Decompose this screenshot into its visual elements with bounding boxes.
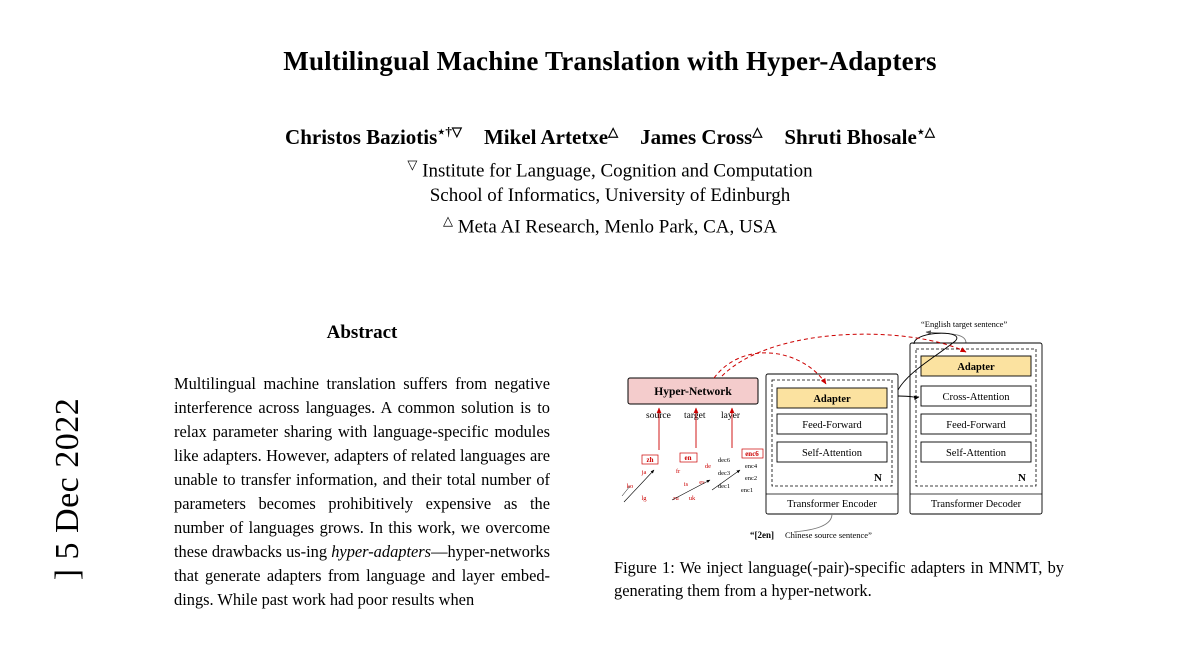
layer-embedding-enc1: enc1	[740, 487, 754, 494]
decoder-adapter-label: Adapter	[957, 362, 995, 373]
figure-top-quote: “English target sentence”	[921, 319, 1008, 329]
encoder-adapter-label: Adapter	[813, 394, 851, 405]
encoder-feedforward-label: Feed-Forward	[802, 420, 862, 431]
author-marks: ⋆†▽	[437, 124, 462, 139]
layer-embedding-enc2: enc2	[744, 475, 758, 482]
lang-embedding-lg: lg	[641, 495, 647, 502]
author-marks: △	[752, 124, 763, 139]
decoder-selfattention-label: Self-Attention	[945, 448, 1007, 459]
author-marks: ⋆△	[916, 124, 935, 139]
encoder-title: Transformer Encoder	[787, 499, 877, 510]
decoder-crossattention-label: Cross-Attention	[942, 392, 1010, 403]
author-entry	[484, 125, 618, 149]
decoder-title: Transformer Decoder	[930, 499, 1022, 510]
affiliation-1	[160, 157, 1060, 182]
encoder-n-label: N	[874, 472, 882, 484]
layer-embedding-enc4: enc4	[744, 463, 758, 470]
figure-bottom-tag: “[2en]	[750, 530, 774, 540]
lang-embedding-is: is	[683, 481, 689, 488]
author-name: Christos Baziotis	[285, 125, 438, 149]
affiliation-text: Meta AI Research, Menlo Park, CA, USA	[457, 216, 777, 238]
lang-embedding-uk: uk	[688, 495, 696, 502]
encoder-selfattention-label: Self-Attention	[801, 448, 863, 459]
figure-caption-text: We inject language(-pair)-specific adapters in MNMT, by generating them from a hyper-network.	[614, 558, 1064, 600]
author-marks: △	[608, 124, 619, 139]
layer-embedding-dec1: dec1	[717, 483, 731, 490]
hyper-input-target-label: target	[684, 411, 706, 421]
affiliation-mark: ▽	[407, 157, 418, 172]
lang-embedding-ru: ru	[673, 495, 679, 502]
affiliation-mark: △	[442, 213, 453, 228]
author-entry	[784, 125, 935, 149]
hyper-input-layer-label: layer	[721, 411, 740, 421]
lang-embedding-fr: fr	[675, 468, 681, 475]
lang-embedding-zh: zh	[646, 456, 654, 464]
figure-1	[614, 310, 1064, 560]
lang-embedding-en: en	[684, 454, 692, 462]
hyper-network-label: Hyper-Network	[654, 386, 732, 398]
lang-embedding-de: de	[704, 463, 712, 470]
lang-embedding-ja: ja	[641, 469, 647, 476]
affiliation-text: School of Informatics, University of Edinburgh	[429, 185, 791, 206]
layer-embedding-dec3: dec3	[717, 470, 731, 477]
layer-embedding-dec6: dec6	[717, 457, 731, 464]
affiliation-text: Institute for Language, Cognition and Computation	[422, 160, 813, 182]
hyper-input-source-label: source	[646, 411, 671, 421]
layer-embedding-enc6: enc6	[745, 450, 759, 458]
author-entry	[640, 125, 762, 149]
abstract-heading: Abstract	[326, 322, 398, 343]
lang-embedding-es: es	[699, 479, 705, 486]
arxiv-stamp: ] 5 Dec 2022	[49, 397, 86, 581]
figure-caption-label: Figure 1:	[614, 558, 675, 577]
decoder-feedforward-label: Feed-Forward	[946, 420, 1006, 431]
affiliation-2	[160, 185, 1060, 207]
affiliation-3	[160, 213, 1060, 238]
figure-1-caption	[614, 556, 1064, 602]
author-name: Shruti Bhosale	[784, 125, 917, 149]
abstract-italic-term: hyper-adapters	[331, 542, 432, 561]
figure-bottom-quote: Chinese source sentence”	[785, 530, 872, 540]
lang-embedding-ko: ko	[626, 483, 634, 490]
page-title: Multilingual Machine Translation with Hyper-Adapters	[283, 46, 937, 76]
author-name: James Cross	[640, 125, 753, 149]
decoder-n-label: N	[1018, 472, 1026, 484]
abstract-part-2: —hyper-networks that generate adapters from language and layer embed-dings. While past work had poor results when	[174, 542, 550, 609]
author-name: Mikel Artetxe	[483, 125, 609, 149]
figure-1-diagram	[614, 310, 1064, 560]
author-list	[160, 124, 1060, 150]
author-entry	[285, 125, 462, 149]
abstract-part-1: Multilingual machine translation suffers from negative interference across languages. A common solution is to relax parameter sharing with language-specific modules like adapters. However, adapters of related languages are unable to transfer information, and their total number of parameters becomes prohibitively expensive as the number of languages grows. In this work, we overcome these drawbacks us-ing	[174, 374, 550, 561]
abstract-body	[174, 372, 550, 612]
